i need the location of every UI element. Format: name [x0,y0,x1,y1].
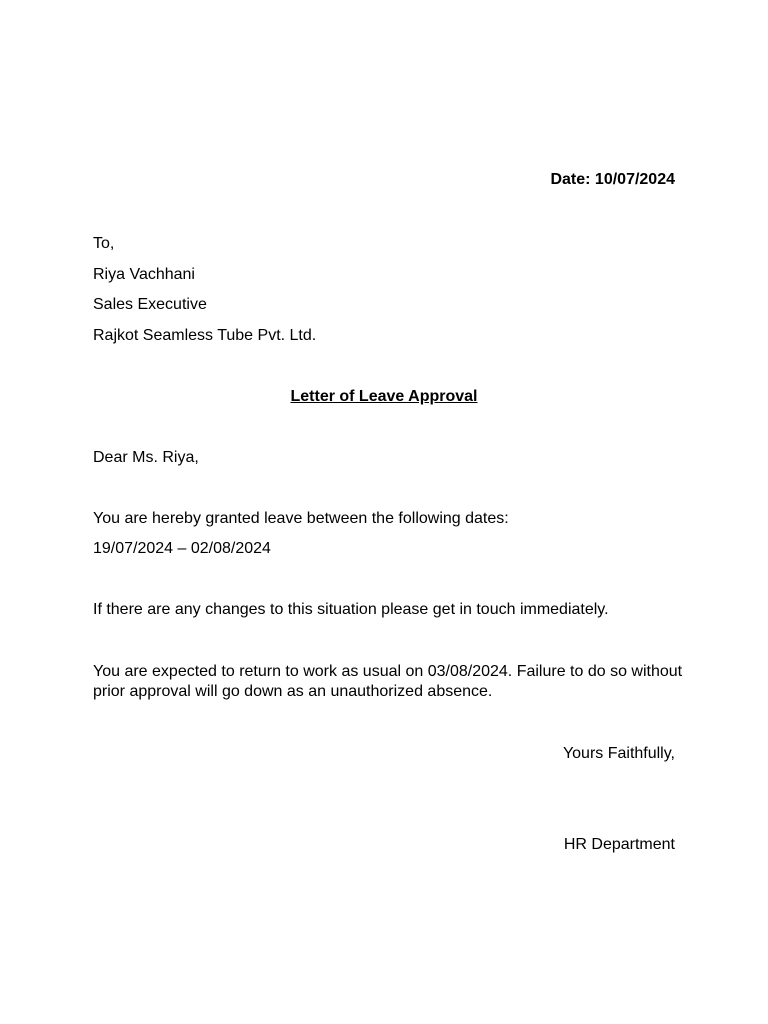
letter-subject: Letter of Leave Approval [290,388,478,405]
recipient-to: To, [93,235,115,252]
leave-dates: 19/07/2024 – 02/08/2024 [93,540,271,557]
recipient-title: Sales Executive [93,296,207,313]
closing: Yours Faithfully, [562,745,675,762]
letter-date: Date: 10/07/2024 [550,171,675,188]
signature: HR Department [563,836,675,853]
return-text: You are expected to return to work as usual on 03/08/2024. Failure to do so without prior approval will go down as an unauthorized absence. [93,663,683,700]
salutation: Dear Ms. Riya, [93,449,199,466]
leave-granted-text: You are hereby granted leave between the following dates: [93,510,509,527]
changes-text: If there are any changes to this situation please get in touch immediately. [93,601,609,618]
recipient-name: Riya Vachhani [93,266,195,283]
recipient-company: Rajkot Seamless Tube Pvt. Ltd. [93,327,317,344]
